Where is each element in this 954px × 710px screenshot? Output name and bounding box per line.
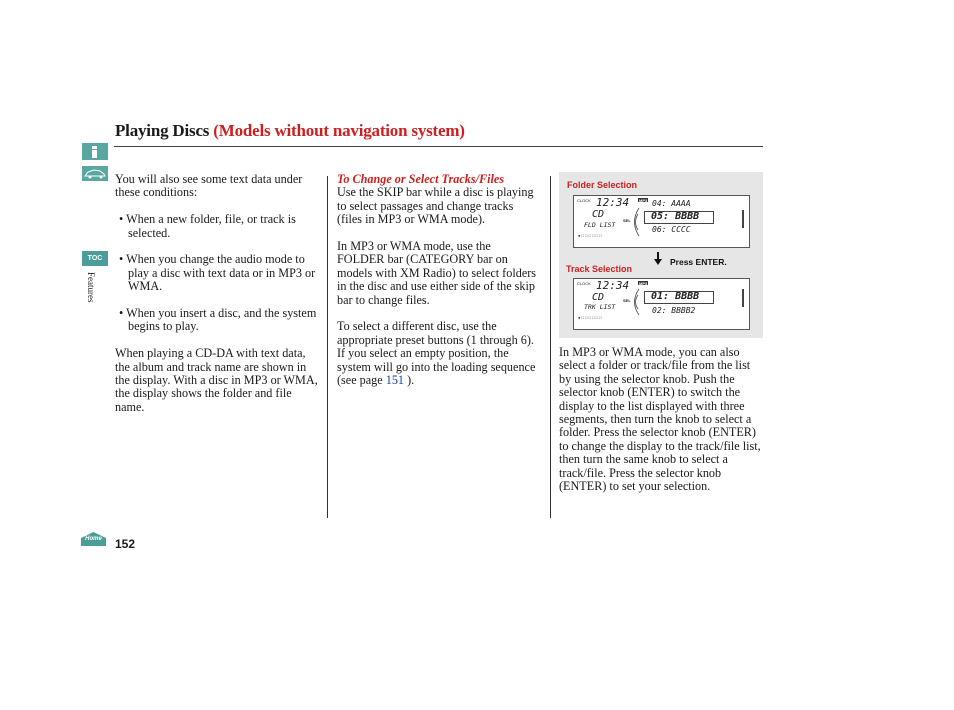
lcd-list-label: FLD LIST: [584, 221, 616, 229]
lcd-clock: 12:34: [596, 196, 630, 209]
display-figure: [559, 172, 763, 338]
lcd-list-label: TRK LIST: [584, 303, 616, 311]
lcd-highlight: [644, 211, 714, 224]
col2-para2: In MP3 or WMA mode, use the FOLDER bar (CATEGORY bar on models with XM Radio) to select folders in the disc and use either side of the skip bar to change files.: [337, 239, 537, 307]
column-2: [337, 173, 537, 401]
title-main: Playing Discs: [115, 121, 214, 140]
folder-selection-label: Folder Selection: [567, 180, 638, 190]
col2-para3: To select a different disc, use the appropriate preset buttons (1 through 6). If you select an empty position, the system will go into the loading sequence (see page 151 ).: [337, 319, 536, 388]
column-3: [559, 346, 763, 507]
page-number: 152: [115, 537, 136, 551]
lcd-display-track: CLOCK 12:34 CD TRK LIST ● □ □ □ □ □ □ SEL MP3 01: BBBB 02: BBBB2: [573, 278, 750, 330]
toc-button[interactable]: TOC: [82, 251, 108, 266]
title-subtitle: (Models without navigation system): [213, 121, 465, 140]
selector-arc-icon: [626, 287, 640, 317]
section-subhead: To Change or Select Tracks/Files: [337, 172, 505, 186]
car-icon[interactable]: [82, 166, 108, 181]
page-title: [115, 121, 465, 141]
lcd-line-3: 06: CCCC: [652, 225, 691, 234]
info-icon[interactable]: [82, 143, 108, 160]
lcd-line-1: 04: AAAA: [652, 199, 691, 208]
lcd-clock: 12:34: [596, 279, 630, 292]
arrow-head-icon: [654, 259, 662, 265]
list-item: • When a new folder, file, or track is selected.: [119, 212, 296, 240]
lcd-line-1: 01: BBBB: [651, 291, 700, 302]
column-1: [115, 173, 321, 428]
selector-arc-icon: [626, 206, 640, 238]
lcd-line-2: 05: BBBB: [651, 211, 700, 222]
track-selection-label: Track Selection: [566, 264, 633, 274]
lcd-display-folder: CLOCK 12:34 CD FLD LIST ● □ □ □ □ □ □ SEL MP3 04: AAAA 05: BBBB 06: CCCC: [573, 195, 750, 248]
page-link[interactable]: 151: [385, 373, 405, 388]
col1-closing: When playing a CD-DA with text data, the album and track name are shown in the display. With a disc in MP3 or WMA, the display shows the folder and file name.: [115, 346, 318, 414]
lcd-mode: CD: [592, 292, 605, 303]
list-item: • When you insert a disc, and the system begins to play.: [119, 306, 317, 334]
lcd-highlight: [644, 291, 714, 304]
title-rule: [114, 146, 763, 147]
col2-para1: Use the SKIP bar while a disc is playing to select passages and change tracks (files in MP3 or WMA mode).: [337, 185, 534, 227]
col3-paragraph: In MP3 or WMA mode, you can also select a folder or track/file from the list by using the selector knob. Push the selector knob (ENTER) to switch the display to the list displayed with three segments, then turn the knob to select a folder. Press the selector knob (ENTER) to change the display to the track/file list, then turn the same knob to select a track/file. Press the selector knob (ENTER) to set your selection.: [559, 345, 761, 494]
column-divider: [550, 176, 551, 518]
lcd-line-2: 02: BBBB2: [652, 306, 696, 315]
home-label: Home: [85, 536, 102, 542]
home-button[interactable]: [80, 531, 107, 547]
section-label: Features: [86, 272, 96, 303]
column-divider: [327, 176, 328, 518]
list-item: • When you change the audio mode to play a disc with text data or in MP3 or WMA.: [119, 252, 316, 294]
lcd-mode: CD: [592, 209, 605, 220]
col1-intro: You will also see some text data under these conditions:: [115, 172, 303, 200]
press-enter-label: Press ENTER.: [670, 257, 727, 267]
